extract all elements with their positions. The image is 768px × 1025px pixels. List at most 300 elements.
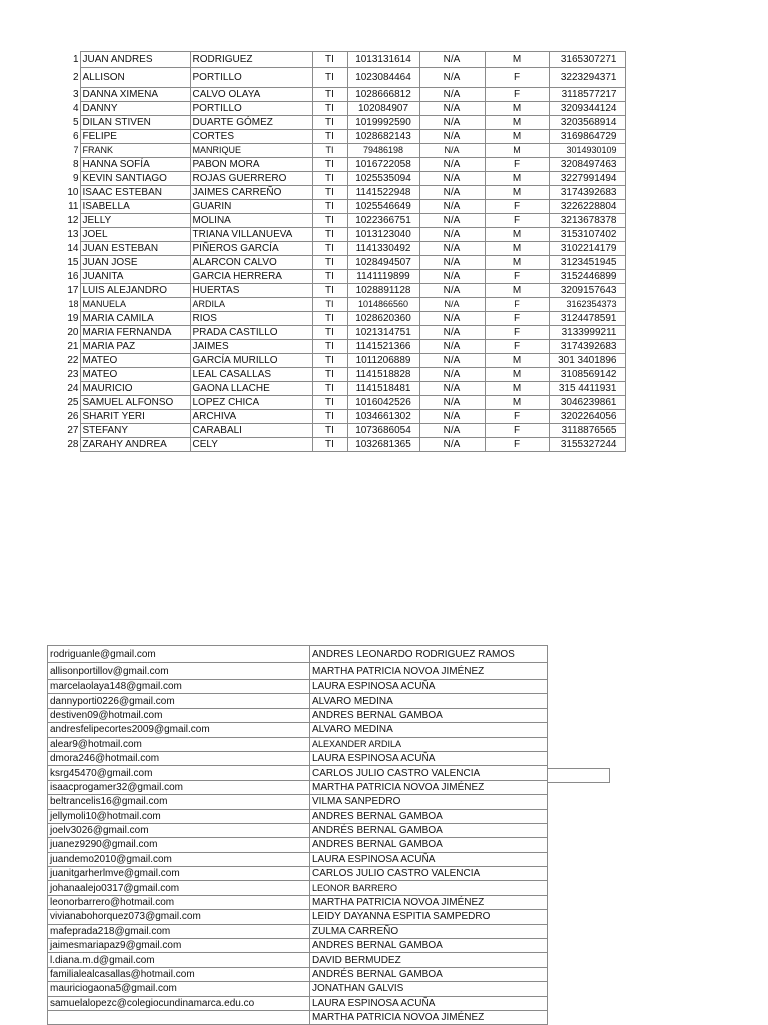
first-name-cell: ISABELLA (80, 200, 190, 214)
contact-row (48, 852, 548, 866)
id-number-cell: 1013131614 (347, 52, 419, 68)
row-number: 20 (67, 327, 79, 338)
contact-row (48, 737, 548, 751)
email-cell: juanez9290@gmail.com (48, 838, 310, 852)
email-cell: mauriciogaona5@gmail.com (48, 982, 310, 996)
first-name-cell: ALLISON (80, 68, 190, 88)
guardian-cell: ANDRÉS BERNAL GAMBOA (310, 823, 548, 837)
email-cell: vivianabohorquez073@gmail.com (48, 910, 310, 924)
sex-cell: F (485, 200, 549, 214)
na-cell: N/A (419, 52, 485, 68)
row-number: 8 (72, 159, 79, 170)
email-cell: rodriguanle@gmail.com (48, 646, 310, 663)
contact-row (48, 996, 548, 1010)
email-cell: andresfelipecortes2009@gmail.com (48, 723, 310, 737)
last-name-cell: ALARCON CALVO (190, 256, 312, 270)
sex-cell: F (485, 88, 549, 102)
last-name-cell: PORTILLO (190, 68, 312, 88)
sex-cell: M (485, 172, 549, 186)
first-name-cell: MARIA FERNANDA (80, 326, 190, 340)
email-cell: ksrg45470@gmail.com (48, 766, 310, 780)
phone-cell: 3202264056 (549, 410, 625, 424)
id-number-cell: 1141522948 (347, 186, 419, 200)
na-cell: N/A (419, 438, 485, 452)
na-cell: N/A (419, 368, 485, 382)
contact-row (48, 663, 548, 680)
doc-type-cell: TI (312, 312, 347, 326)
doc-type-cell: TI (312, 130, 347, 144)
row-number: 19 (67, 313, 79, 324)
sex-cell: M (485, 242, 549, 256)
last-name-cell: PABON MORA (190, 158, 312, 172)
id-number-cell: 1022366751 (347, 214, 419, 228)
id-number-cell: 1013123040 (347, 228, 419, 242)
first-name-cell: FELIPE (80, 130, 190, 144)
na-cell: N/A (419, 256, 485, 270)
student-row (56, 102, 625, 116)
na-cell: N/A (419, 214, 485, 228)
guardian-cell: ANDRES BERNAL GAMBOA (310, 939, 548, 953)
doc-type-cell: TI (312, 354, 347, 368)
id-number-cell: 1032681365 (347, 438, 419, 452)
contact-row (48, 1010, 548, 1024)
row-number: 26 (67, 411, 79, 422)
id-number-cell: 1028891128 (347, 284, 419, 298)
doc-type-cell: TI (312, 200, 347, 214)
id-number-cell: 1141119899 (347, 270, 419, 284)
doc-type-cell: TI (312, 186, 347, 200)
student-row (56, 298, 625, 312)
email-cell: familialealcasallas@hotmail.com (48, 967, 310, 981)
sex-cell: F (485, 340, 549, 354)
doc-type-cell: TI (312, 242, 347, 256)
na-cell: N/A (419, 228, 485, 242)
row-number: 11 (68, 201, 79, 212)
student-row (56, 438, 625, 452)
first-name-cell: DANNY (80, 102, 190, 116)
row-number: 17 (67, 285, 79, 296)
sex-cell: M (485, 144, 549, 158)
phone-cell: 301 3401896 (549, 354, 625, 368)
na-cell: N/A (419, 298, 485, 312)
na-cell: N/A (419, 144, 485, 158)
na-cell: N/A (419, 382, 485, 396)
row-number: 2 (72, 72, 79, 83)
student-row (56, 228, 625, 242)
row-number: 3 (72, 89, 79, 100)
id-number-cell: 1016722058 (347, 158, 419, 172)
first-name-cell: FRANK (80, 144, 190, 158)
last-name-cell: GARCÍA MURILLO (190, 354, 312, 368)
doc-type-cell: TI (312, 326, 347, 340)
contact-row (48, 823, 548, 837)
first-name-cell: MATEO (80, 368, 190, 382)
sex-cell: M (485, 256, 549, 270)
phone-cell: 3124478591 (549, 312, 625, 326)
phone-cell: 3165307271 (549, 52, 625, 68)
first-name-cell: JUAN JOSE (80, 256, 190, 270)
phone-cell: 315 4411931 (549, 382, 625, 396)
guardian-cell: MARTHA PATRICIA NOVOA JIMÉNEZ (310, 663, 548, 680)
na-cell: N/A (419, 396, 485, 410)
id-number-cell: 1021314751 (347, 326, 419, 340)
na-cell: N/A (419, 158, 485, 172)
last-name-cell: MANRIQUE (190, 144, 312, 158)
row-number: 7 (73, 145, 79, 155)
sex-cell: M (485, 130, 549, 144)
sex-cell: M (485, 396, 549, 410)
row-number: 14 (67, 243, 79, 254)
sex-cell: F (485, 424, 549, 438)
student-row (56, 312, 625, 326)
doc-type-cell: TI (312, 340, 347, 354)
id-number-cell: 1028620360 (347, 312, 419, 326)
phone-cell: 3226228804 (549, 200, 625, 214)
sex-cell: M (485, 284, 549, 298)
last-name-cell: MOLINA (190, 214, 312, 228)
na-cell: N/A (419, 130, 485, 144)
student-row (56, 144, 625, 158)
na-cell: N/A (419, 88, 485, 102)
student-row (56, 340, 625, 354)
doc-type-cell: TI (312, 256, 347, 270)
first-name-cell: JUAN ESTEBAN (80, 242, 190, 256)
first-name-cell: HANNA SOFÍA (80, 158, 190, 172)
id-number-cell: 1016042526 (347, 396, 419, 410)
contact-row (48, 751, 548, 765)
last-name-cell: CARABALI (190, 424, 312, 438)
sex-cell: M (485, 228, 549, 242)
contact-row (48, 680, 548, 694)
id-number-cell: 1141521366 (347, 340, 419, 354)
last-name-cell: JAIMES CARREÑO (190, 186, 312, 200)
guardian-cell: CARLOS JULIO CASTRO VALENCIA (310, 867, 548, 881)
phone-cell: 3118876565 (549, 424, 625, 438)
last-name-cell: RODRIGUEZ (190, 52, 312, 68)
first-name-cell: JOEL (80, 228, 190, 242)
email-cell: juandemo2010@gmail.com (48, 852, 310, 866)
id-number-cell: 1141518481 (347, 382, 419, 396)
sex-cell: M (485, 116, 549, 130)
sex-cell: F (485, 158, 549, 172)
row-number: 25 (67, 397, 79, 408)
email-cell: jaimesmariapaz9@gmail.com (48, 939, 310, 953)
first-name-cell: JELLY (80, 214, 190, 228)
email-cell: mafeprada218@gmail.com (48, 924, 310, 938)
phone-cell: 3174392683 (549, 186, 625, 200)
id-number-cell: 1028666812 (347, 88, 419, 102)
last-name-cell: CELY (190, 438, 312, 452)
row-number: 1 (72, 54, 79, 65)
email-cell: johanaalejo0317@gmail.com (48, 881, 310, 895)
contact-row (48, 881, 548, 895)
last-name-cell: ARDILA (190, 298, 312, 312)
na-cell: N/A (419, 354, 485, 368)
row-number: 13 (67, 229, 79, 240)
student-row (56, 214, 625, 228)
sex-cell: F (485, 298, 549, 312)
sex-cell: F (485, 410, 549, 424)
first-name-cell: DILAN STIVEN (80, 116, 190, 130)
guardian-cell: ANDRES BERNAL GAMBOA (310, 838, 548, 852)
id-number-cell: 1023084464 (347, 68, 419, 88)
guardian-cell: LAURA ESPINOSA ACUÑA (310, 852, 548, 866)
guardian-cell: MARTHA PATRICIA NOVOA JIMÉNEZ (310, 1010, 548, 1024)
last-name-cell: TRIANA VILLANUEVA (190, 228, 312, 242)
email-cell (48, 1010, 310, 1024)
guardian-cell: LEONOR BARRERO (310, 881, 548, 895)
student-row (56, 68, 625, 88)
student-row (56, 284, 625, 298)
id-number-cell: 1141518828 (347, 368, 419, 382)
phone-cell: 3123451945 (549, 256, 625, 270)
contact-row (48, 780, 548, 794)
id-number-cell: 1028494507 (347, 256, 419, 270)
phone-cell: 3223294371 (549, 68, 625, 88)
guardian-cell: MARTHA PATRICIA NOVOA JIMÉNEZ (310, 895, 548, 909)
row-number: 21 (67, 341, 79, 352)
student-row (56, 368, 625, 382)
guardian-cell: ANDRÉS BERNAL GAMBOA (310, 967, 548, 981)
first-name-cell: JUAN ANDRES (80, 52, 190, 68)
na-cell: N/A (419, 326, 485, 340)
sex-cell: M (485, 382, 549, 396)
doc-type-cell: TI (312, 284, 347, 298)
id-number-cell: 102084907 (347, 102, 419, 116)
phone-cell: 3046239861 (549, 396, 625, 410)
guardian-cell: JONATHAN GALVIS (310, 982, 548, 996)
first-name-cell: DANNA XIMENA (80, 88, 190, 102)
contact-row (48, 867, 548, 881)
doc-type-cell: TI (312, 396, 347, 410)
phone-cell: 3108569142 (549, 368, 625, 382)
sex-cell: M (485, 52, 549, 68)
contact-row (48, 982, 548, 996)
na-cell: N/A (419, 312, 485, 326)
student-row (56, 172, 625, 186)
id-number-cell: 1025535094 (347, 172, 419, 186)
doc-type-cell: TI (312, 368, 347, 382)
phone-cell: 3133999211 (549, 326, 625, 340)
last-name-cell: LEAL CASALLAS (190, 368, 312, 382)
na-cell: N/A (419, 186, 485, 200)
sex-cell: M (485, 354, 549, 368)
row-number: 15 (67, 257, 79, 268)
student-row (56, 186, 625, 200)
first-name-cell: MATEO (80, 354, 190, 368)
contact-row (48, 895, 548, 909)
doc-type-cell: TI (312, 410, 347, 424)
sex-cell: M (485, 102, 549, 116)
email-cell: l.diana.m.d@gmail.com (48, 953, 310, 967)
last-name-cell: ARCHIVA (190, 410, 312, 424)
phone-cell: 3203568914 (549, 116, 625, 130)
doc-type-cell: TI (312, 88, 347, 102)
guardian-cell: ALEXANDER ARDILA (310, 737, 548, 751)
contact-row (48, 939, 548, 953)
na-cell: N/A (419, 116, 485, 130)
doc-type-cell: TI (312, 382, 347, 396)
sex-cell: F (485, 438, 549, 452)
student-row (56, 326, 625, 340)
contact-row (48, 910, 548, 924)
email-cell: allisonportillov@gmail.com (48, 663, 310, 680)
email-cell: marcelaolaya148@gmail.com (48, 680, 310, 694)
guardian-cell: ALVARO MEDINA (310, 723, 548, 737)
guardian-cell: VILMA SANPEDRO (310, 795, 548, 809)
contact-row (48, 766, 548, 780)
na-cell: N/A (419, 340, 485, 354)
row-number: 5 (72, 117, 79, 128)
guardian-cell: LAURA ESPINOSA ACUÑA (310, 680, 548, 694)
student-row (56, 382, 625, 396)
contact-row (48, 646, 548, 663)
na-cell: N/A (419, 424, 485, 438)
sex-cell: F (485, 270, 549, 284)
guardian-cell: CARLOS JULIO CASTRO VALENCIA (310, 766, 548, 780)
student-row (56, 256, 625, 270)
phone-cell: 3152446899 (549, 270, 625, 284)
stray-cell-border (547, 768, 610, 783)
row-number: 24 (67, 383, 79, 394)
id-number-cell: 1025546649 (347, 200, 419, 214)
student-table (56, 51, 626, 452)
row-number: 6 (72, 131, 79, 142)
last-name-cell: GAONA LLACHE (190, 382, 312, 396)
doc-type-cell: TI (312, 424, 347, 438)
doc-type-cell: TI (312, 102, 347, 116)
email-cell: leonorbarrero@hotmail.com (48, 895, 310, 909)
first-name-cell: JUANITA (80, 270, 190, 284)
phone-cell: 3102214179 (549, 242, 625, 256)
student-row (56, 116, 625, 130)
email-cell: beltrancelis16@gmail.com (48, 795, 310, 809)
phone-cell: 3153107402 (549, 228, 625, 242)
sex-cell: F (485, 68, 549, 88)
id-number-cell: 79486198 (347, 144, 419, 158)
na-cell: N/A (419, 172, 485, 186)
contact-row (48, 795, 548, 809)
doc-type-cell: TI (312, 172, 347, 186)
student-row (56, 88, 625, 102)
phone-cell: 3209344124 (549, 102, 625, 116)
guardian-cell: LEIDY DAYANNA ESPITIA SAMPEDRO (310, 910, 548, 924)
email-cell: destiven09@hotmail.com (48, 708, 310, 722)
last-name-cell: RIOS (190, 312, 312, 326)
row-number: 16 (67, 271, 79, 282)
guardian-cell: MARTHA PATRICIA NOVOA JIMÉNEZ (310, 780, 548, 794)
phone-cell: 3169864729 (549, 130, 625, 144)
student-row (56, 354, 625, 368)
id-number-cell: 1019992590 (347, 116, 419, 130)
na-cell: N/A (419, 200, 485, 214)
sex-cell: M (485, 368, 549, 382)
email-cell: dannyporti0226@gmail.com (48, 694, 310, 708)
doc-type-cell: TI (312, 214, 347, 228)
student-row (56, 424, 625, 438)
contact-row (48, 708, 548, 722)
guardian-cell: ANDRES LEONARDO RODRIGUEZ RAMOS (310, 646, 548, 663)
first-name-cell: MARIA CAMILA (80, 312, 190, 326)
phone-cell: 3162354373 (549, 298, 625, 312)
last-name-cell: DUARTE GÓMEZ (190, 116, 312, 130)
first-name-cell: MAURICIO (80, 382, 190, 396)
sex-cell: F (485, 214, 549, 228)
first-name-cell: LUIS ALEJANDRO (80, 284, 190, 298)
email-cell: dmora246@hotmail.com (48, 751, 310, 765)
contact-table (47, 645, 548, 1025)
doc-type-cell: TI (312, 158, 347, 172)
student-row (56, 270, 625, 284)
last-name-cell: ROJAS GUERRERO (190, 172, 312, 186)
row-number: 28 (67, 439, 79, 450)
row-number: 12 (67, 215, 79, 226)
row-number: 23 (67, 369, 79, 380)
sex-cell: M (485, 186, 549, 200)
last-name-cell: JAIMES (190, 340, 312, 354)
last-name-cell: PIÑEROS GARCÍA (190, 242, 312, 256)
na-cell: N/A (419, 242, 485, 256)
doc-type-cell: TI (312, 144, 347, 158)
last-name-cell: GARCIA HERRERA (190, 270, 312, 284)
doc-type-cell: TI (312, 270, 347, 284)
id-number-cell: 1141330492 (347, 242, 419, 256)
last-name-cell: GUARIN (190, 200, 312, 214)
first-name-cell: SAMUEL ALFONSO (80, 396, 190, 410)
na-cell: N/A (419, 102, 485, 116)
student-row (56, 130, 625, 144)
last-name-cell: PRADA CASTILLO (190, 326, 312, 340)
phone-cell: 3213678378 (549, 214, 625, 228)
row-number: 10 (67, 187, 79, 198)
na-cell: N/A (419, 410, 485, 424)
doc-type-cell: TI (312, 228, 347, 242)
guardian-cell: ANDRES BERNAL GAMBOA (310, 708, 548, 722)
sex-cell: F (485, 326, 549, 340)
last-name-cell: HUERTAS (190, 284, 312, 298)
contact-row (48, 967, 548, 981)
na-cell: N/A (419, 270, 485, 284)
guardian-cell: ALVARO MEDINA (310, 694, 548, 708)
student-row (56, 158, 625, 172)
contact-row (48, 694, 548, 708)
id-number-cell: 1011206889 (347, 354, 419, 368)
last-name-cell: CALVO OLAYA (190, 88, 312, 102)
contact-row (48, 838, 548, 852)
phone-cell: 3118577217 (549, 88, 625, 102)
last-name-cell: CORTES (190, 130, 312, 144)
last-name-cell: LOPEZ CHICA (190, 396, 312, 410)
first-name-cell: MARIA PAZ (80, 340, 190, 354)
last-name-cell: PORTILLO (190, 102, 312, 116)
doc-type-cell: TI (312, 298, 347, 312)
id-number-cell: 1034661302 (347, 410, 419, 424)
email-cell: samuelalopezc@colegiocundinamarca.edu.co (48, 996, 310, 1010)
contact-row (48, 924, 548, 938)
student-row (56, 200, 625, 214)
student-row (56, 242, 625, 256)
sex-cell: F (485, 312, 549, 326)
email-cell: juanitgarherlmve@gmail.com (48, 867, 310, 881)
student-row (56, 396, 625, 410)
row-number: 18 (68, 299, 79, 309)
phone-cell: 3155327244 (549, 438, 625, 452)
id-number-cell: 1073686054 (347, 424, 419, 438)
contact-row (48, 723, 548, 737)
contact-row (48, 953, 548, 967)
phone-cell: 3014930109 (549, 144, 625, 158)
phone-cell: 3227991494 (549, 172, 625, 186)
